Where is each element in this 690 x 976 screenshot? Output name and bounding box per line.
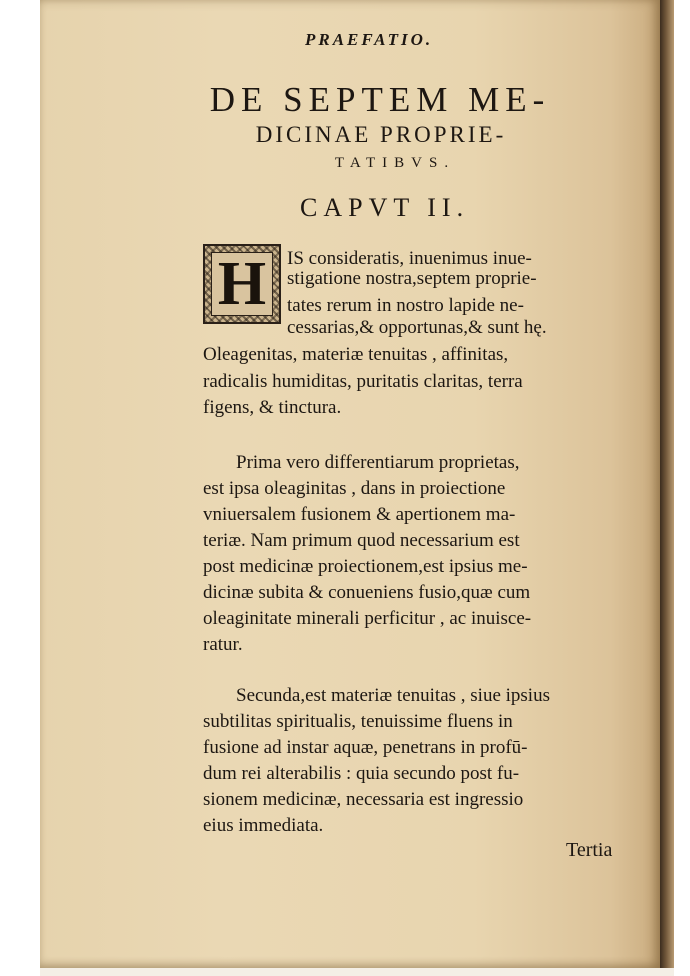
running-head: PRAEFATIO. [305,30,434,49]
paragraph-3-line-1: Secunda,est materiæ tenuitas , siue ipsius [236,685,550,706]
paragraph-2-line-4: teriæ. Nam primum quod necessarium est [203,530,520,551]
page-bottom-margin [40,968,674,976]
title-line-1: DE SEPTEM ME- [209,80,551,119]
paragraph-1-line-6: radicalis humiditas, puritatis claritas, terra [203,371,523,392]
paragraph-3-line-3: fusione ad instar aquæ, penetrans in profū- [203,737,528,758]
catchword: Tertia [566,839,613,861]
paragraph-2-line-8: ratur. [203,634,243,655]
paragraph-3-line-6: eius immediata. [203,815,324,836]
paragraph-2-line-7: oleaginitate minerali perficitur , ac inuisce- [203,608,532,629]
initial-letter: H [211,252,273,316]
paragraph-2-line-3: vniuersalem fusionem & apertionem ma- [203,504,516,525]
chapter-heading: CAPVT II. [300,193,470,222]
paragraph-1-line-5: Oleagenitas, materiæ tenuitas , affinitas, [203,344,509,365]
paragraph-3-line-2: subtilitas spiritualis, tenuissime fluens in [203,711,513,732]
paragraph-2-line-1: Prima vero differentiarum proprietas, [236,452,520,473]
paragraph-1-line-2: stigatione nostra,septem proprie- [287,268,537,289]
paragraph-1-line-1: IS consideratis, inuenimus inue- [287,248,532,269]
paragraph-1-line-7: figens, & tinctura. [203,397,342,418]
title-line-2: DICINAE PROPRIE- [255,122,507,147]
chapter-title [0,80,690,176]
paragraph-2-line-2: est ipsa oleaginitas , dans in proiectione [203,478,506,499]
decorated-initial [203,244,281,324]
title-line-3: TATIBVS. [334,155,456,171]
paragraph-2-line-6: dicinæ subita & conueniens fusio,quæ cum [203,582,531,603]
paragraph-1-line-4: cessarias,& opportunas,& sunt hę. [287,317,547,338]
paragraph-3-line-4: dum rei alterabilis : quia secundo post fu- [203,763,520,784]
paragraph-2-line-5: post medicinæ proiectionem,est ipsius me- [203,556,528,577]
paragraph-3-line-5: sionem medicinæ, necessaria est ingressio [203,789,524,810]
paragraph-1-line-3: tates rerum in nostro lapide ne- [287,295,524,316]
